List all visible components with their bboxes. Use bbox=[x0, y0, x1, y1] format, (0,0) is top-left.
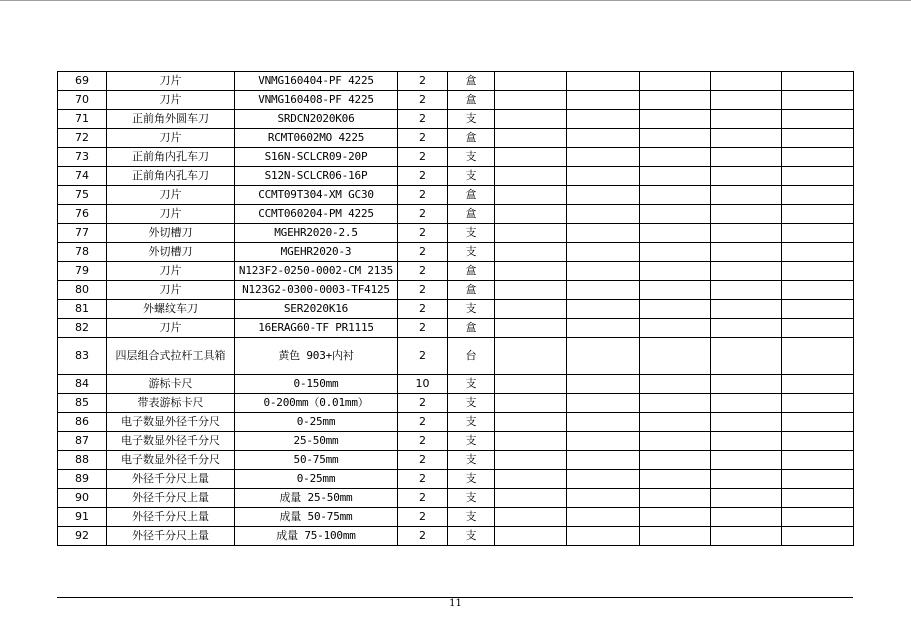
item-unit-cell: 支 bbox=[448, 470, 495, 489]
empty-cell bbox=[567, 527, 640, 546]
empty-cell bbox=[495, 300, 567, 319]
item-unit-cell: 支 bbox=[448, 300, 495, 319]
item-quantity-cell: 2 bbox=[398, 91, 448, 110]
empty-cell bbox=[567, 91, 640, 110]
empty-cell bbox=[567, 148, 640, 167]
item-name-cell: 外径千分尺上量 bbox=[107, 470, 235, 489]
item-unit-cell: 盒 bbox=[448, 91, 495, 110]
item-spec-cell: CCMT060204-PM 4225 bbox=[235, 205, 398, 224]
item-name-cell: 正前角外圆车刀 bbox=[107, 110, 235, 129]
item-spec-cell: SER2020K16 bbox=[235, 300, 398, 319]
empty-cell bbox=[495, 224, 567, 243]
empty-cell bbox=[495, 91, 567, 110]
empty-cell bbox=[711, 167, 782, 186]
item-name-cell: 电子数显外径千分尺 bbox=[107, 451, 235, 470]
table-row bbox=[58, 413, 854, 432]
table-row bbox=[58, 205, 854, 224]
table-row bbox=[58, 432, 854, 451]
item-number-cell: 74 bbox=[58, 167, 107, 186]
item-name-cell: 外切槽刀 bbox=[107, 224, 235, 243]
item-unit-cell: 支 bbox=[448, 489, 495, 508]
item-spec-cell: 成量 50-75mm bbox=[235, 508, 398, 527]
item-unit-cell: 支 bbox=[448, 148, 495, 167]
empty-cell bbox=[567, 167, 640, 186]
item-unit-cell: 盒 bbox=[448, 129, 495, 148]
item-spec-cell: 0-25mm bbox=[235, 470, 398, 489]
item-unit-cell: 支 bbox=[448, 394, 495, 413]
item-quantity-cell: 2 bbox=[398, 224, 448, 243]
item-number-cell: 83 bbox=[58, 338, 107, 375]
empty-cell bbox=[495, 470, 567, 489]
empty-cell bbox=[711, 451, 782, 470]
item-name-cell: 外切槽刀 bbox=[107, 243, 235, 262]
table-row bbox=[58, 375, 854, 394]
item-number-cell: 69 bbox=[58, 72, 107, 91]
equipment-table bbox=[57, 71, 854, 546]
item-quantity-cell: 2 bbox=[398, 262, 448, 281]
item-name-cell: 正前角内孔车刀 bbox=[107, 148, 235, 167]
empty-cell bbox=[782, 508, 854, 527]
empty-cell bbox=[640, 451, 711, 470]
empty-cell bbox=[567, 470, 640, 489]
item-spec-cell: N123F2-0250-0002-CM 2135 bbox=[235, 262, 398, 281]
table-row bbox=[58, 186, 854, 205]
empty-cell bbox=[495, 72, 567, 91]
item-number-cell: 75 bbox=[58, 186, 107, 205]
empty-cell bbox=[711, 338, 782, 375]
item-name-cell: 刀片 bbox=[107, 319, 235, 338]
item-unit-cell: 支 bbox=[448, 451, 495, 470]
item-unit-cell: 盒 bbox=[448, 319, 495, 338]
empty-cell bbox=[640, 375, 711, 394]
table-row bbox=[58, 243, 854, 262]
empty-cell bbox=[782, 148, 854, 167]
empty-cell bbox=[567, 489, 640, 508]
empty-cell bbox=[782, 186, 854, 205]
empty-cell bbox=[495, 243, 567, 262]
item-spec-cell: 25-50mm bbox=[235, 432, 398, 451]
table-row bbox=[58, 451, 854, 470]
item-quantity-cell: 10 bbox=[398, 375, 448, 394]
empty-cell bbox=[782, 91, 854, 110]
item-name-cell: 刀片 bbox=[107, 205, 235, 224]
empty-cell bbox=[567, 72, 640, 91]
item-unit-cell: 支 bbox=[448, 508, 495, 527]
empty-cell bbox=[640, 527, 711, 546]
empty-cell bbox=[782, 375, 854, 394]
empty-cell bbox=[640, 243, 711, 262]
empty-cell bbox=[711, 489, 782, 508]
empty-cell bbox=[567, 375, 640, 394]
item-unit-cell: 盒 bbox=[448, 186, 495, 205]
empty-cell bbox=[567, 110, 640, 129]
item-unit-cell: 支 bbox=[448, 375, 495, 394]
item-name-cell: 带表游标卡尺 bbox=[107, 394, 235, 413]
empty-cell bbox=[711, 508, 782, 527]
empty-cell bbox=[782, 262, 854, 281]
empty-cell bbox=[640, 167, 711, 186]
top-border-line bbox=[0, 0, 911, 1]
page-number: 11 bbox=[449, 598, 462, 609]
empty-cell bbox=[711, 110, 782, 129]
empty-cell bbox=[640, 186, 711, 205]
table-row bbox=[58, 262, 854, 281]
table-row bbox=[58, 167, 854, 186]
empty-cell bbox=[782, 413, 854, 432]
empty-cell bbox=[711, 205, 782, 224]
empty-cell bbox=[711, 72, 782, 91]
empty-cell bbox=[567, 300, 640, 319]
item-quantity-cell: 2 bbox=[398, 281, 448, 300]
empty-cell bbox=[711, 300, 782, 319]
empty-cell bbox=[495, 338, 567, 375]
empty-cell bbox=[782, 451, 854, 470]
item-number-cell: 80 bbox=[58, 281, 107, 300]
table-row bbox=[58, 527, 854, 546]
empty-cell bbox=[782, 300, 854, 319]
empty-cell bbox=[782, 167, 854, 186]
item-number-cell: 76 bbox=[58, 205, 107, 224]
item-quantity-cell: 2 bbox=[398, 508, 448, 527]
empty-cell bbox=[640, 432, 711, 451]
empty-cell bbox=[495, 489, 567, 508]
empty-cell bbox=[782, 527, 854, 546]
item-number-cell: 92 bbox=[58, 527, 107, 546]
item-name-cell: 外径千分尺上量 bbox=[107, 508, 235, 527]
table-row bbox=[58, 489, 854, 508]
empty-cell bbox=[711, 394, 782, 413]
item-unit-cell: 支 bbox=[448, 432, 495, 451]
empty-cell bbox=[495, 262, 567, 281]
item-name-cell: 刀片 bbox=[107, 129, 235, 148]
item-unit-cell: 支 bbox=[448, 224, 495, 243]
item-spec-cell: S16N-SCLCR09-20P bbox=[235, 148, 398, 167]
item-spec-cell: 成量 75-100mm bbox=[235, 527, 398, 546]
empty-cell bbox=[640, 319, 711, 338]
item-spec-cell: 0-25mm bbox=[235, 413, 398, 432]
item-unit-cell: 盒 bbox=[448, 281, 495, 300]
empty-cell bbox=[495, 110, 567, 129]
item-name-cell: 刀片 bbox=[107, 281, 235, 300]
item-quantity-cell: 2 bbox=[398, 319, 448, 338]
item-quantity-cell: 2 bbox=[398, 110, 448, 129]
item-quantity-cell: 2 bbox=[398, 129, 448, 148]
item-unit-cell: 台 bbox=[448, 338, 495, 375]
item-name-cell: 刀片 bbox=[107, 91, 235, 110]
item-spec-cell: 成量 25-50mm bbox=[235, 489, 398, 508]
empty-cell bbox=[782, 129, 854, 148]
empty-cell bbox=[711, 148, 782, 167]
item-number-cell: 71 bbox=[58, 110, 107, 129]
empty-cell bbox=[782, 205, 854, 224]
item-name-cell: 刀片 bbox=[107, 72, 235, 91]
item-number-cell: 84 bbox=[58, 375, 107, 394]
empty-cell bbox=[711, 129, 782, 148]
empty-cell bbox=[495, 186, 567, 205]
empty-cell bbox=[640, 129, 711, 148]
empty-cell bbox=[640, 508, 711, 527]
item-spec-cell: RCMT0602MO 4225 bbox=[235, 129, 398, 148]
table-row bbox=[58, 91, 854, 110]
item-unit-cell: 支 bbox=[448, 243, 495, 262]
item-quantity-cell: 2 bbox=[398, 451, 448, 470]
empty-cell bbox=[495, 432, 567, 451]
item-quantity-cell: 2 bbox=[398, 489, 448, 508]
empty-cell bbox=[495, 205, 567, 224]
item-unit-cell: 支 bbox=[448, 110, 495, 129]
empty-cell bbox=[567, 205, 640, 224]
empty-cell bbox=[640, 148, 711, 167]
table-row bbox=[58, 338, 854, 375]
item-quantity-cell: 2 bbox=[398, 148, 448, 167]
item-name-cell: 刀片 bbox=[107, 186, 235, 205]
item-quantity-cell: 2 bbox=[398, 413, 448, 432]
item-number-cell: 91 bbox=[58, 508, 107, 527]
item-number-cell: 90 bbox=[58, 489, 107, 508]
item-number-cell: 86 bbox=[58, 413, 107, 432]
item-spec-cell: S12N-SCLCR06-16P bbox=[235, 167, 398, 186]
item-unit-cell: 支 bbox=[448, 527, 495, 546]
empty-cell bbox=[711, 432, 782, 451]
empty-cell bbox=[711, 319, 782, 338]
empty-cell bbox=[640, 262, 711, 281]
item-quantity-cell: 2 bbox=[398, 167, 448, 186]
table-row bbox=[58, 224, 854, 243]
item-quantity-cell: 2 bbox=[398, 432, 448, 451]
item-number-cell: 81 bbox=[58, 300, 107, 319]
empty-cell bbox=[640, 281, 711, 300]
empty-cell bbox=[495, 375, 567, 394]
empty-cell bbox=[711, 527, 782, 546]
empty-cell bbox=[782, 394, 854, 413]
empty-cell bbox=[640, 394, 711, 413]
item-quantity-cell: 2 bbox=[398, 300, 448, 319]
empty-cell bbox=[567, 186, 640, 205]
table-row bbox=[58, 110, 854, 129]
item-unit-cell: 盒 bbox=[448, 205, 495, 224]
empty-cell bbox=[567, 432, 640, 451]
empty-cell bbox=[782, 281, 854, 300]
table-row bbox=[58, 300, 854, 319]
empty-cell bbox=[495, 508, 567, 527]
empty-cell bbox=[711, 91, 782, 110]
item-name-cell: 四层组合式拉杆工具箱 bbox=[107, 338, 235, 375]
empty-cell bbox=[640, 470, 711, 489]
empty-cell bbox=[640, 110, 711, 129]
empty-cell bbox=[567, 394, 640, 413]
table-row bbox=[58, 508, 854, 527]
empty-cell bbox=[711, 186, 782, 205]
empty-cell bbox=[567, 338, 640, 375]
empty-cell bbox=[567, 243, 640, 262]
empty-cell bbox=[711, 375, 782, 394]
empty-cell bbox=[711, 413, 782, 432]
item-spec-cell: N123G2-0300-0003-TF4125 bbox=[235, 281, 398, 300]
item-number-cell: 78 bbox=[58, 243, 107, 262]
item-unit-cell: 支 bbox=[448, 413, 495, 432]
empty-cell bbox=[782, 432, 854, 451]
empty-cell bbox=[782, 489, 854, 508]
empty-cell bbox=[495, 451, 567, 470]
empty-cell bbox=[782, 224, 854, 243]
item-name-cell: 刀片 bbox=[107, 262, 235, 281]
item-number-cell: 77 bbox=[58, 224, 107, 243]
table-row bbox=[58, 129, 854, 148]
item-spec-cell: 50-75mm bbox=[235, 451, 398, 470]
table-row bbox=[58, 470, 854, 489]
item-quantity-cell: 2 bbox=[398, 338, 448, 375]
item-unit-cell: 盒 bbox=[448, 72, 495, 91]
item-number-cell: 79 bbox=[58, 262, 107, 281]
item-quantity-cell: 2 bbox=[398, 470, 448, 489]
item-number-cell: 82 bbox=[58, 319, 107, 338]
item-unit-cell: 盒 bbox=[448, 262, 495, 281]
empty-cell bbox=[640, 224, 711, 243]
item-number-cell: 72 bbox=[58, 129, 107, 148]
item-quantity-cell: 2 bbox=[398, 205, 448, 224]
empty-cell bbox=[495, 319, 567, 338]
empty-cell bbox=[711, 262, 782, 281]
empty-cell bbox=[567, 319, 640, 338]
item-spec-cell: MGEHR2020-2.5 bbox=[235, 224, 398, 243]
item-number-cell: 85 bbox=[58, 394, 107, 413]
empty-cell bbox=[711, 224, 782, 243]
empty-cell bbox=[567, 129, 640, 148]
empty-cell bbox=[567, 224, 640, 243]
empty-cell bbox=[567, 451, 640, 470]
empty-cell bbox=[711, 470, 782, 489]
item-spec-cell: 0-200mm（0.01mm） bbox=[235, 394, 398, 413]
item-number-cell: 89 bbox=[58, 470, 107, 489]
empty-cell bbox=[640, 205, 711, 224]
item-name-cell: 外径千分尺上量 bbox=[107, 527, 235, 546]
item-name-cell: 电子数显外径千分尺 bbox=[107, 432, 235, 451]
empty-cell bbox=[782, 470, 854, 489]
item-name-cell: 外径千分尺上量 bbox=[107, 489, 235, 508]
empty-cell bbox=[782, 319, 854, 338]
item-spec-cell: 黄色 903+内衬 bbox=[235, 338, 398, 375]
item-number-cell: 73 bbox=[58, 148, 107, 167]
table-row bbox=[58, 319, 854, 338]
empty-cell bbox=[782, 338, 854, 375]
item-spec-cell: 16ERAG60-TF PR1115 bbox=[235, 319, 398, 338]
item-quantity-cell: 2 bbox=[398, 186, 448, 205]
item-name-cell: 外螺纹车刀 bbox=[107, 300, 235, 319]
table-row bbox=[58, 148, 854, 167]
empty-cell bbox=[782, 110, 854, 129]
empty-cell bbox=[495, 281, 567, 300]
item-quantity-cell: 2 bbox=[398, 243, 448, 262]
empty-cell bbox=[495, 527, 567, 546]
empty-cell bbox=[640, 338, 711, 375]
item-number-cell: 70 bbox=[58, 91, 107, 110]
item-name-cell: 正前角内孔车刀 bbox=[107, 167, 235, 186]
table-row bbox=[58, 281, 854, 300]
empty-cell bbox=[640, 72, 711, 91]
empty-cell bbox=[640, 413, 711, 432]
item-name-cell: 游标卡尺 bbox=[107, 375, 235, 394]
item-spec-cell: VNMG160404-PF 4225 bbox=[235, 72, 398, 91]
empty-cell bbox=[782, 72, 854, 91]
empty-cell bbox=[495, 129, 567, 148]
empty-cell bbox=[640, 300, 711, 319]
item-unit-cell: 支 bbox=[448, 167, 495, 186]
empty-cell bbox=[495, 148, 567, 167]
empty-cell bbox=[640, 489, 711, 508]
table-row bbox=[58, 72, 854, 91]
item-spec-cell: MGEHR2020-3 bbox=[235, 243, 398, 262]
empty-cell bbox=[567, 262, 640, 281]
empty-cell bbox=[495, 167, 567, 186]
item-number-cell: 87 bbox=[58, 432, 107, 451]
empty-cell bbox=[711, 281, 782, 300]
empty-cell bbox=[567, 281, 640, 300]
table-row bbox=[58, 394, 854, 413]
item-quantity-cell: 2 bbox=[398, 527, 448, 546]
item-number-cell: 88 bbox=[58, 451, 107, 470]
table-body bbox=[58, 72, 854, 546]
empty-cell bbox=[567, 413, 640, 432]
item-spec-cell: 0-150mm bbox=[235, 375, 398, 394]
item-quantity-cell: 2 bbox=[398, 394, 448, 413]
item-spec-cell: VNMG160408-PF 4225 bbox=[235, 91, 398, 110]
item-spec-cell: SRDCN2020K06 bbox=[235, 110, 398, 129]
empty-cell bbox=[567, 508, 640, 527]
empty-cell bbox=[495, 394, 567, 413]
empty-cell bbox=[782, 243, 854, 262]
empty-cell bbox=[640, 91, 711, 110]
empty-cell bbox=[711, 243, 782, 262]
item-quantity-cell: 2 bbox=[398, 72, 448, 91]
item-name-cell: 电子数显外径千分尺 bbox=[107, 413, 235, 432]
item-spec-cell: CCMT09T304-XM GC30 bbox=[235, 186, 398, 205]
empty-cell bbox=[495, 413, 567, 432]
